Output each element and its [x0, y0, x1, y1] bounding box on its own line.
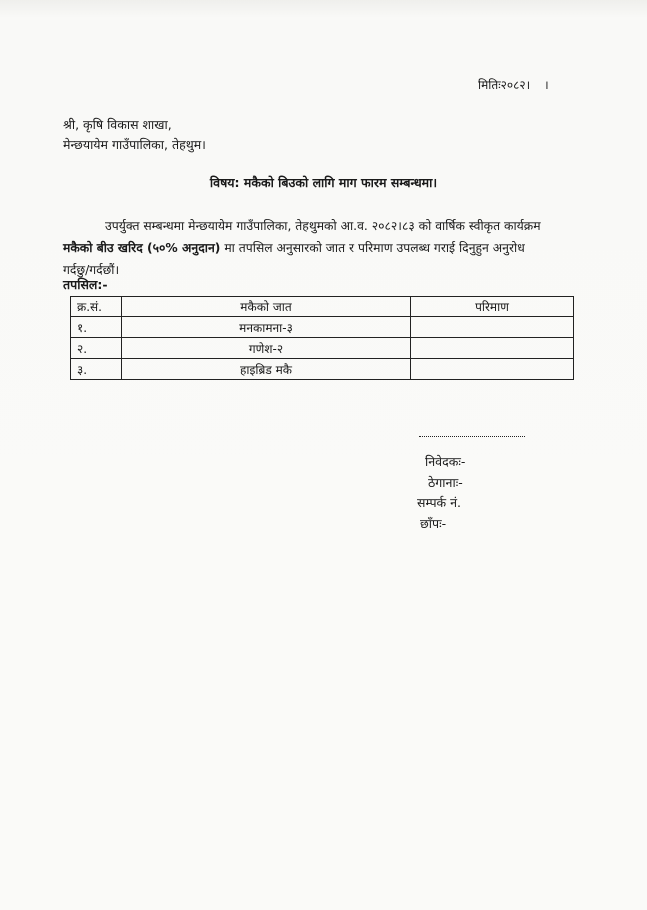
tapsil-label: तपसिल:-	[63, 277, 108, 292]
contact-label: सम्पर्क नं.	[417, 495, 462, 510]
header-quantity: परिमाण	[411, 297, 574, 317]
body-line-2	[63, 237, 585, 259]
table-row	[71, 338, 574, 359]
date-line	[478, 76, 549, 93]
stamp-label: छाँपः-	[420, 516, 447, 531]
cell-serial: ३.	[71, 359, 122, 380]
maize-variety-table	[70, 296, 574, 380]
signature-dotted-line	[419, 436, 525, 437]
header-serial: क्र.सं.	[71, 297, 122, 317]
subject-line	[0, 174, 647, 191]
cell-quantity	[411, 317, 574, 338]
cell-variety: गणेश-२	[122, 338, 411, 359]
recipient-line-2: मेन्छयायेम गाउँपालिका, तेहथुम।	[63, 137, 206, 152]
subject-text: विषय: मकैको बिउको लागि माग फारम सम्बन्धमा।	[209, 175, 438, 190]
table-row	[71, 317, 574, 338]
applicant-label: निवेदकः-	[425, 454, 466, 469]
body-paragraph	[63, 215, 585, 281]
table-header-row	[71, 297, 574, 317]
body-line-2-rest: मा तपसिल अनुसारको जात र परिमाण उपलब्ध गराई दिनुहुन अनुरोध	[220, 241, 525, 255]
recipient-line-1: श्री, कृषि विकास शाखा,	[63, 117, 172, 132]
cell-quantity	[411, 359, 574, 380]
table-row	[71, 359, 574, 380]
cell-quantity	[411, 338, 574, 359]
header-variety: मकैको जात	[122, 297, 411, 317]
cell-serial: १.	[71, 317, 122, 338]
date-danda: ।	[544, 78, 549, 92]
body-line-1: उपर्युक्त सम्बन्धमा मेन्छयायेम गाउँपालिका, तेहथुमको आ.व. २०८२।८३ को वार्षिक स्वीकृत कार्यक्रम	[105, 219, 541, 233]
cell-serial: २.	[71, 338, 122, 359]
cell-variety: मनकामना-३	[122, 317, 411, 338]
address-label: ठेगानाः-	[428, 475, 463, 490]
body-program-name: मकैको बीउ खरिद (५०% अनुदान)	[63, 241, 221, 255]
date-label: मितिः२०८२।	[478, 78, 531, 92]
cell-variety: हाइब्रिड मकै	[122, 359, 411, 380]
body-line-3: गर्दछु/गर्दछौं।	[63, 263, 120, 277]
